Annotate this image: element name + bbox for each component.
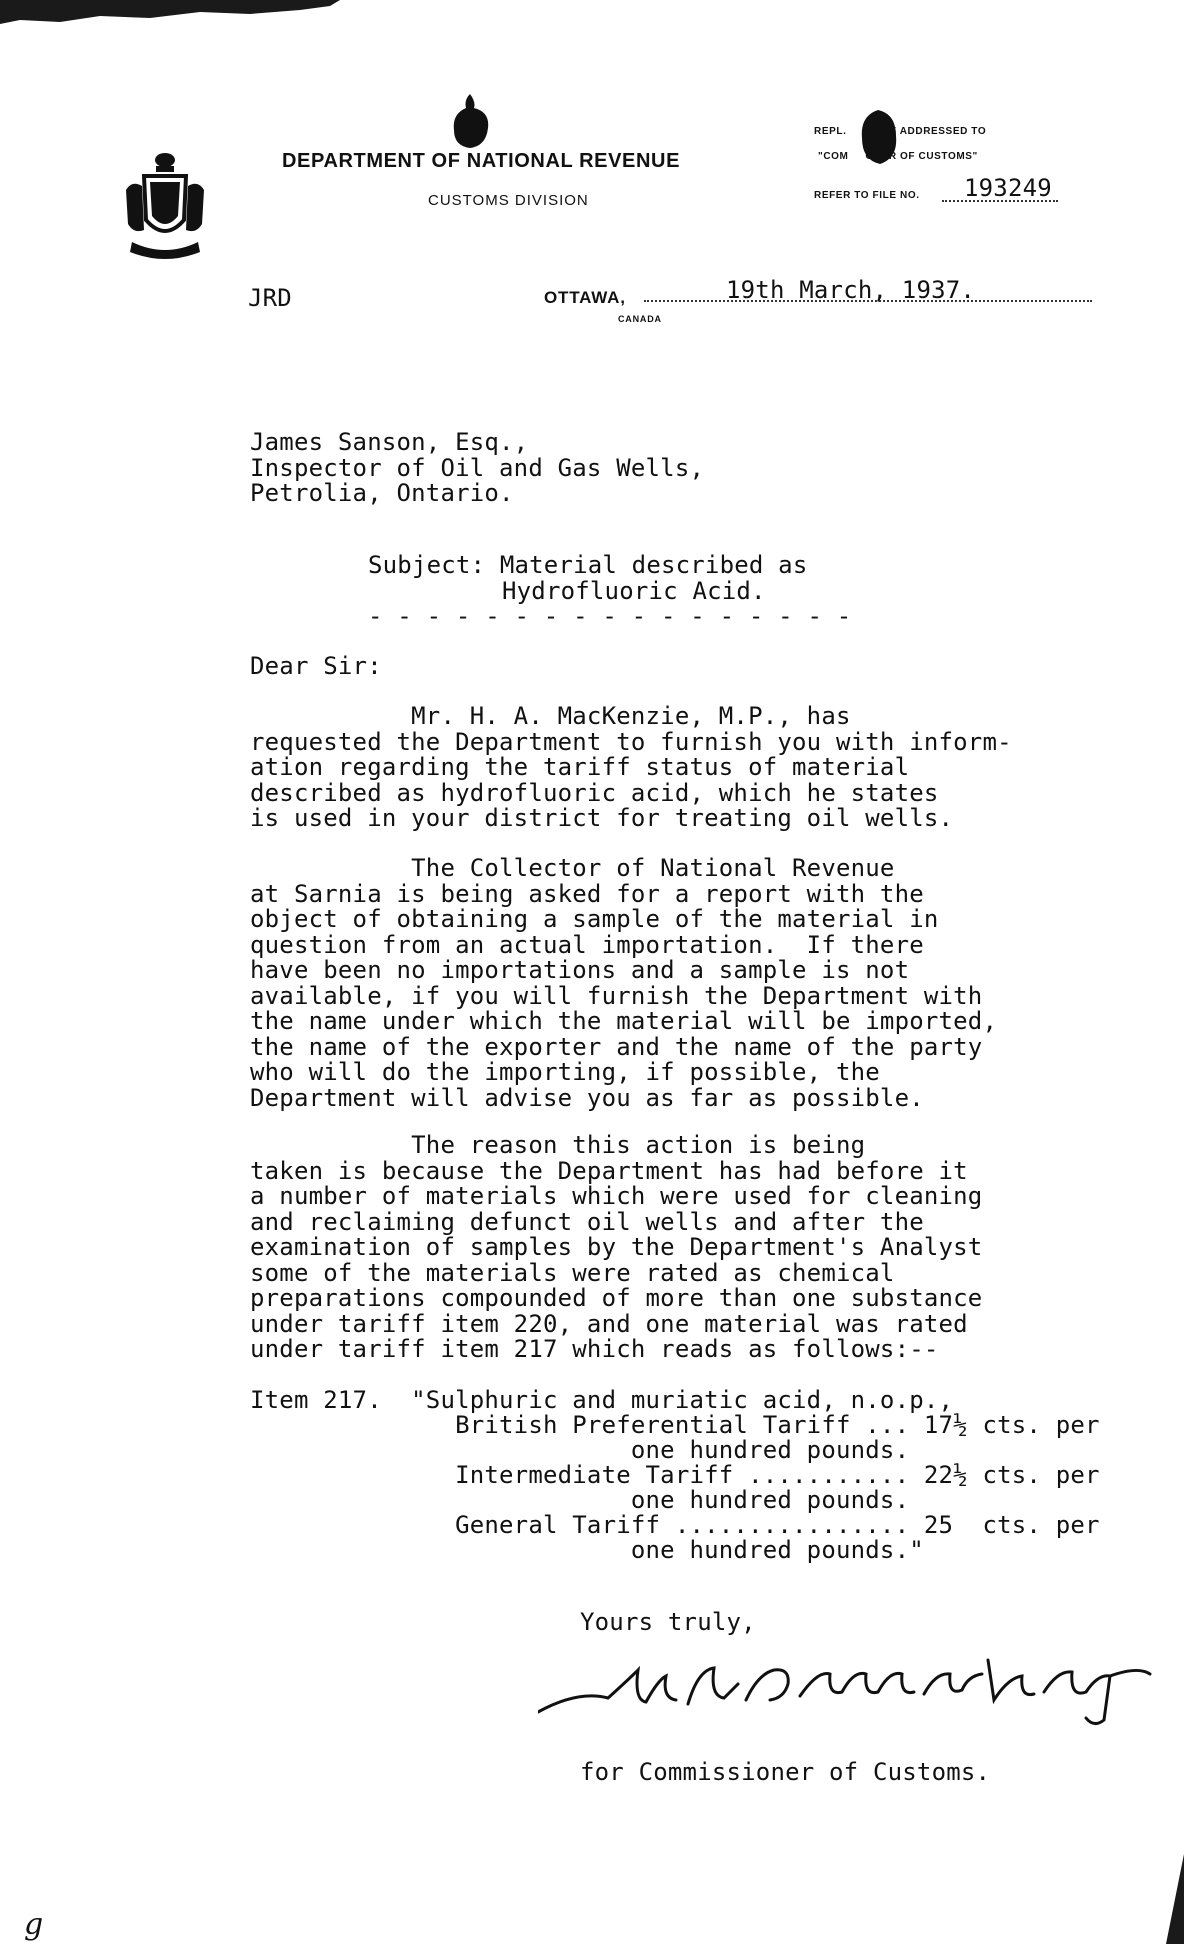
paragraph-line: under tariff item 217 which reads as follows:-- — [250, 1335, 939, 1363]
paragraph-line: who will do the importing, if possible, the — [250, 1058, 880, 1086]
paragraph-line: and reclaiming defunct oil wells and after the — [250, 1207, 924, 1236]
coat-of-arms-icon — [122, 150, 208, 266]
handwritten-signature — [538, 1640, 1158, 1730]
margin-handwritten-mark: g — [24, 1907, 44, 1942]
paragraph-line: at Sarnia is being asked for a report with the — [250, 879, 924, 908]
paragraph-line: Mr. H. A. MacKenzie, M.P., has — [250, 702, 851, 730]
reply-instruction-line2: "COM ONER OF CUSTOMS" — [818, 151, 978, 162]
place-country: CANADA — [618, 314, 662, 324]
department-heading: DEPARTMENT OF NATIONAL REVENUE — [282, 150, 681, 172]
page-edge-shadow — [1156, 1854, 1184, 1944]
paragraph-line: object of obtaining a sample of the material in — [250, 905, 939, 933]
paragraph-line: have been no importations and a sample is not — [250, 956, 910, 984]
paragraph-line: is used in your district for treating oil wells. — [250, 804, 954, 832]
tariff-line: one hundred pounds. — [250, 1436, 910, 1464]
file-number: 193249 — [964, 174, 1052, 202]
tariff-line: one hundred pounds. — [250, 1486, 910, 1514]
paragraph-line: examination of samples by the Department's Analyst — [250, 1233, 983, 1261]
paragraph-line: the name of the exporter and the name of the party — [250, 1032, 983, 1061]
paragraph-line: available, if you will furnish the Department with — [250, 981, 983, 1010]
signature-block: for Commissioner of Customs. — [580, 1758, 991, 1786]
closing: Yours truly, — [580, 1608, 756, 1636]
letter-date: 19th March, 1937. — [726, 276, 976, 304]
paragraph-line: question from an actual importation. If there — [250, 930, 924, 959]
paragraph-line: some of the materials were rated as chemical — [250, 1258, 895, 1287]
paragraph-line: Department will advise you as far as possible. — [250, 1083, 924, 1112]
torn-paper-edge — [0, 0, 340, 30]
ink-blot-icon — [446, 92, 494, 150]
typist-initials: JRD — [248, 284, 292, 312]
division-heading: CUSTOMS DIVISION — [428, 192, 589, 209]
paragraph-line: taken is because the Department has had before it — [250, 1156, 968, 1185]
paragraph-line: The reason this action is being — [250, 1131, 866, 1159]
file-number-label: REFER TO FILE NO. — [814, 190, 920, 201]
paragraph-line: a number of materials which were used for cleaning — [250, 1182, 983, 1210]
paragraph-line: preparations compounded of more than one substance — [250, 1284, 983, 1312]
salutation: Dear Sir: — [250, 652, 382, 680]
tariff-line: British Preferential Tariff ... 17½ cts. per — [250, 1411, 1100, 1439]
paragraph-line: the name under which the material will be imported, — [250, 1007, 998, 1035]
tariff-line: Intermediate Tariff ........... 22½ cts. per — [250, 1461, 1100, 1489]
paragraph-line: ation regarding the tariff status of material — [250, 753, 910, 781]
paragraph-line: The Collector of National Revenue — [250, 854, 895, 882]
subject-rule: - - - - - - - - - - - - - - - - - — [368, 602, 852, 630]
reply-instruction-line1: REPL. TO BE ADDRESSED TO — [814, 126, 987, 137]
place-label: OTTAWA, — [544, 288, 626, 307]
paragraph-line: described as hydrofluoric acid, which he states — [250, 778, 939, 807]
tariff-line: one hundred pounds." — [250, 1536, 924, 1564]
paragraph-line: requested the Department to furnish you with inform- — [250, 727, 1012, 756]
paragraph-line: under tariff item 220, and one material was rated — [250, 1309, 968, 1338]
addressee-title: Inspector of Oil and Gas Wells, — [250, 453, 705, 482]
addressee-name: James Sanson, Esq., — [250, 428, 529, 456]
tariff-line: General Tariff ................ 25 cts. per — [250, 1511, 1100, 1539]
tariff-line: Item 217. "Sulphuric and muriatic acid, n.o.p., — [250, 1386, 954, 1414]
addressee-location: Petrolia, Ontario. — [250, 479, 514, 507]
subject-line2: Hydrofluoric Acid. — [502, 576, 766, 605]
subject-line1: Subject: Material described as — [368, 551, 808, 579]
